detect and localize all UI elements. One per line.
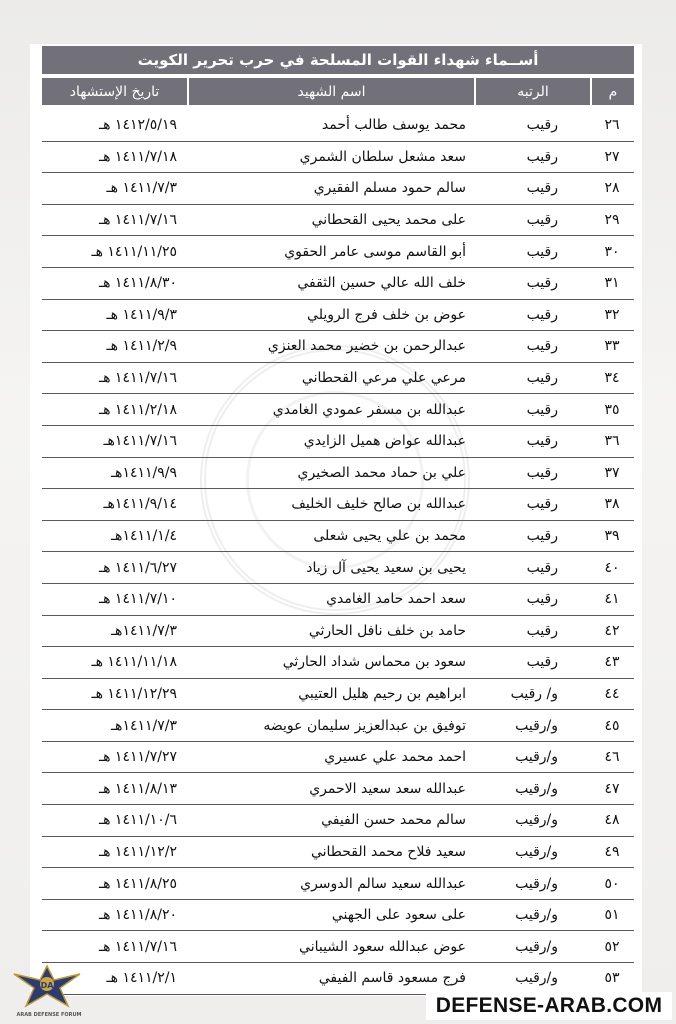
table-row — [42, 300, 634, 332]
row-date: ١٤١٢/٥/١٩ هـ — [98, 117, 177, 134]
row-date: ١٤١١/٧/١٠ هـ — [98, 591, 177, 608]
row-date: ١٤١١/٩/١٤هـ — [103, 496, 177, 513]
row-rank: و/رقيب — [515, 875, 558, 892]
row-name: سالم محمد حسن الفيفي — [321, 812, 466, 829]
row-number: ٤٤ — [604, 685, 620, 702]
table-row — [42, 773, 634, 805]
table-row — [42, 647, 634, 679]
row-rank: و/رقيب — [515, 780, 558, 797]
row-date: ١٤١١/٧/١٦هـ — [103, 433, 177, 450]
row-number: ٢٧ — [604, 148, 620, 165]
row-date: ١٤١١/١١/٢٥ هـ — [91, 243, 177, 260]
table-row — [42, 584, 634, 616]
table-row — [42, 552, 634, 584]
row-date: ١٤١١/٢/١ هـ — [106, 970, 177, 987]
row-name: على سعود على الجهني — [331, 907, 466, 924]
row-number: ٥٢ — [604, 938, 620, 955]
table-row — [42, 236, 634, 268]
row-date: ١٤١١/٢/٩ هـ — [106, 338, 177, 355]
row-date: ١٤١١/٦/٢٧ هـ — [98, 559, 177, 576]
row-number: ٣٥ — [604, 401, 620, 418]
row-date: ١٤١١/١/٤هـ — [110, 528, 177, 545]
table-row — [42, 331, 634, 363]
row-rank: رقيب — [526, 275, 558, 292]
row-date: ١٤١١/١١/١٨ هـ — [91, 654, 177, 671]
forum-logo-caption: ARAB DEFENSE FORUM — [16, 1012, 82, 1018]
table-row — [42, 868, 634, 900]
row-number: ٥٠ — [604, 875, 620, 892]
row-rank: رقيب — [526, 338, 558, 355]
row-name: احمد محمد علي عسيري — [324, 749, 466, 766]
row-date: ١٤١١/٧/١٦ هـ — [98, 370, 177, 387]
table-row — [42, 521, 634, 553]
row-number: ٣١ — [604, 275, 620, 292]
row-rank: و/رقيب — [515, 843, 558, 860]
row-rank: و/رقيب — [515, 812, 558, 829]
row-rank: رقيب — [526, 622, 558, 639]
row-date: ١٤١١/٩/٩هـ — [110, 464, 177, 481]
table-row — [42, 931, 634, 963]
row-name: عبدالرحمن بن خضير محمد العنزي — [267, 338, 466, 355]
row-rank: رقيب — [526, 559, 558, 576]
row-number: ٣٤ — [604, 370, 620, 387]
table-header — [42, 78, 634, 105]
row-date: ١٤١١/٢/١٨ هـ — [98, 401, 177, 418]
row-number: ٣٩ — [604, 528, 620, 545]
row-rank: رقيب — [526, 591, 558, 608]
column-header-date: تاريخ الإستشهاد — [42, 78, 187, 105]
row-name: عبدالله بن مسفر عمودي الغامدي — [272, 401, 466, 418]
row-name: على محمد يحيى القحطاني — [311, 212, 466, 229]
row-name: عبدالله سعيد سالم الدوسري — [300, 875, 466, 892]
row-name: عبدالله بن صالح خليف الخليف — [291, 496, 466, 513]
row-number: ٤٦ — [604, 749, 620, 766]
row-number: ٤٣ — [604, 654, 620, 671]
row-rank: و/ رقيب — [510, 685, 558, 702]
site-url-watermark: DEFENSE-ARAB.COM — [426, 992, 672, 1020]
row-rank: رقيب — [526, 180, 558, 197]
table-row — [42, 394, 634, 426]
table-row — [42, 805, 634, 837]
svg-text:DA: DA — [40, 981, 54, 990]
row-name: سالم حمود مسلم الفقيري — [313, 180, 466, 197]
row-rank: رقيب — [526, 148, 558, 165]
table-body — [42, 110, 634, 995]
row-date: ١٤١١/٧/٣هـ — [110, 622, 177, 639]
row-date: ١٤١١/٧/١٦ هـ — [98, 212, 177, 229]
table-row — [42, 110, 634, 142]
row-date: ١٤١١/٨/٢٥ هـ — [98, 875, 177, 892]
row-number: ٣٠ — [604, 243, 620, 260]
row-number: ٥٣ — [604, 970, 620, 987]
row-name: سعد احمد حامد الغامدي — [326, 591, 466, 608]
table-row — [42, 363, 634, 395]
row-name: عبدالله عواض هميل الزايدي — [303, 433, 466, 450]
row-number: ٢٩ — [604, 212, 620, 229]
row-number: ٤٧ — [604, 780, 620, 797]
row-date: ١٤١١/١٢/٢ هـ — [98, 843, 177, 860]
row-rank: رقيب — [526, 243, 558, 260]
row-rank: رقيب — [526, 433, 558, 450]
row-number: ٤٩ — [604, 843, 620, 860]
row-number: ٣٦ — [604, 433, 620, 450]
table-row — [42, 489, 634, 521]
row-rank: و/رقيب — [515, 749, 558, 766]
row-number: ٣٨ — [604, 496, 620, 513]
row-name: سعد مشعل سلطان الشمري — [299, 148, 466, 165]
table-row — [42, 742, 634, 774]
column-header-rank: الرتبه — [474, 78, 590, 105]
row-rank: رقيب — [526, 370, 558, 387]
row-name: عوض بن خلف فرج الرويلي — [307, 306, 466, 323]
row-date: ١٤١١/٧/٢٧ هـ — [98, 749, 177, 766]
row-date: ١٤١١/٧/١٦ هـ — [98, 938, 177, 955]
row-name: يحيى بن سعيد يحيى آل زياد — [306, 559, 466, 576]
row-date: ١٤١١/٧/٣هـ — [110, 717, 177, 734]
row-name: خلف الله عالي حسين الثقفي — [297, 275, 466, 292]
table-row — [42, 679, 634, 711]
row-name: علي بن حماد محمد الصخيري — [297, 464, 466, 481]
row-name: فرج مسعود قاسم الفيفي — [318, 970, 466, 987]
row-number: ٢٦ — [604, 117, 620, 134]
row-number: ٣٧ — [604, 464, 620, 481]
row-rank: رقيب — [526, 401, 558, 418]
row-date: ١٤١١/٧/٣ هـ — [106, 180, 177, 197]
row-rank: رقيب — [526, 528, 558, 545]
row-number: ٣٣ — [604, 338, 620, 355]
table-row — [42, 205, 634, 237]
table-row — [42, 458, 634, 490]
row-rank: و/رقيب — [515, 907, 558, 924]
row-number: ٤٥ — [604, 717, 620, 734]
row-name: سعود بن محماس شداد الحارثي — [282, 654, 466, 671]
eagle-logo-icon — [12, 960, 82, 1012]
row-number: ٤٠ — [604, 559, 620, 576]
row-rank: رقيب — [526, 496, 558, 513]
row-number: ٥١ — [604, 907, 620, 924]
row-number: ٣٢ — [604, 306, 620, 323]
row-name: مرعي علي مرعي القحطاني — [301, 370, 466, 387]
row-name: عبدالله سعد سعيد الاحمري — [309, 780, 466, 797]
row-date: ١٤١١/٨/٣٠ هـ — [98, 275, 177, 292]
row-rank: رقيب — [526, 212, 558, 229]
table-row — [42, 963, 634, 995]
table-title: أســماء شهداء القوات المسلحة في حرب تحرير الكويت — [42, 46, 634, 74]
table-row — [42, 426, 634, 458]
table-row — [42, 900, 634, 932]
row-rank: رقيب — [526, 464, 558, 481]
row-number: ٤٢ — [604, 622, 620, 639]
row-name: عوض عبدالله سعود الشيباني — [299, 938, 466, 955]
row-name: ابراهيم بن رحيم هليل العتيبي — [298, 685, 466, 702]
table-row — [42, 173, 634, 205]
table-row — [42, 268, 634, 300]
row-name: محمد بن علي يحيى شعلى — [313, 528, 466, 545]
column-header-name: اسم الشهيد — [187, 78, 474, 105]
table-row — [42, 142, 634, 174]
row-rank: و/رقيب — [515, 970, 558, 987]
row-name: سعيد فلاح محمد القحطاني — [310, 843, 466, 860]
table-row — [42, 616, 634, 648]
row-name: توفيق بن عبدالعزيز سليمان عويضه — [263, 717, 466, 734]
row-date: ١٤١١/٧/١٨ هـ — [98, 148, 177, 165]
row-name: محمد يوسف طالب أحمد — [321, 117, 466, 134]
row-rank: رقيب — [526, 306, 558, 323]
forum-logo — [4, 960, 94, 1024]
row-name: حامد بن خلف نافل الحارثي — [308, 622, 466, 639]
row-rank: رقيب — [526, 117, 558, 134]
row-number: ٤١ — [604, 591, 620, 608]
row-number: ٤٨ — [604, 812, 620, 829]
row-date: ١٤١١/٩/٣ هـ — [106, 306, 177, 323]
row-name: أبو القاسم موسى عامر الحقوي — [284, 243, 466, 260]
row-date: ١٤١١/١٠/٦ هـ — [98, 812, 177, 829]
row-date: ١٤١١/١٢/٢٩ هـ — [91, 685, 177, 702]
table-row — [42, 710, 634, 742]
row-rank: رقيب — [526, 654, 558, 671]
row-date: ١٤١١/٨/١٣ هـ — [98, 780, 177, 797]
table-row — [42, 837, 634, 869]
row-number: ٢٨ — [604, 180, 620, 197]
column-header-number: م — [590, 78, 634, 105]
row-rank: و/رقيب — [515, 938, 558, 955]
row-date: ١٤١١/٨/٢٠ هـ — [98, 907, 177, 924]
row-rank: و/رقيب — [515, 717, 558, 734]
